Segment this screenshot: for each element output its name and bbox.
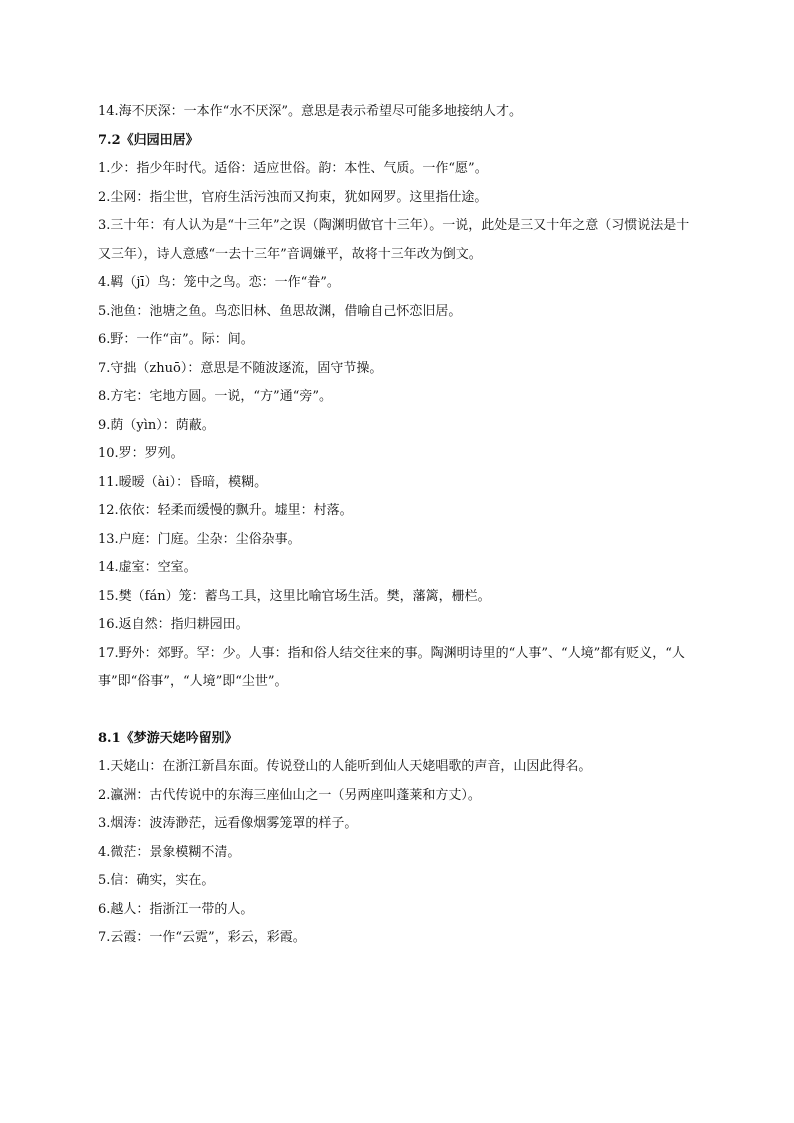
document-content (98, 98, 700, 953)
section-title-7-2: 7.2《归园田居》 (98, 132, 199, 148)
note-7-2-10: 10.罗：罗列。 (98, 446, 184, 461)
note-7-2-13: 13.户庭：门庭。尘杂：尘俗杂事。 (98, 531, 301, 547)
note-7-2-8: 8.方宅：宅地方圆。一说，“方”通“旁”。 (98, 389, 332, 404)
note-7-2-7: 7.守拙（zhuō）：意思是不随波逐流，固守节操。 (98, 360, 383, 376)
note-7-2-14: 14.虚室：空室。 (98, 560, 197, 575)
note-7-2-11: 11.暧暧（ài）：昏暗，模糊。 (98, 474, 268, 490)
note-8-1-7: 7.云霞：一作“云霓”，彩云，彩霞。 (98, 930, 306, 945)
note-7-2-6: 6.野：一作“亩”。际：间。 (98, 332, 254, 347)
note-7-2-9: 9.荫（yìn）：荫蔽。 (98, 417, 215, 433)
note-7-2-17: 17.野外：郊野。罕：少。人事：指和俗人结交往来的事。陶渊明诗里的“人事”、“人境”都有贬义，“人事”即“俗事”，“人境”即“尘世”。 (98, 645, 685, 689)
note-7-2-4: 4.羁（jī）鸟：笼中之鸟。恋：一作“眷”。 (98, 275, 340, 290)
note-7-2-16: 16.返自然：指归耕园田。 (98, 617, 249, 632)
section-spacer (98, 697, 700, 725)
note-7-2-3: 3.三十年：有人认为是“十三年”之误（陶渊明做官十三年）。一说，此处是三又十年之意（习惯说法是十又三年），诗人意感“一去十三年”音调嫌平，故将十三年改为倒文。 (98, 218, 690, 262)
note-8-1-6: 6.越人：指浙江一带的人。 (98, 901, 254, 917)
note-7-2-15: 15.樊（fán）笼：蓄鸟工具，这里比喻官场生活。樊，藩篱，栅栏。 (98, 588, 491, 604)
note-8-1-3: 3.烟涛：波涛渺茫，远看像烟雾笼罩的样子。 (98, 816, 358, 831)
note-8-1-5: 5.信：确实，实在。 (98, 873, 215, 888)
note-8-1-1: 1.天姥山：在浙江新昌东面。传说登山的人能听到仙人天姥唱歌的声音，山因此得名。 (98, 759, 592, 774)
note-7-2-12: 12.依依：轻柔而缓慢的飘升。墟里：村落。 (98, 503, 353, 518)
section-title-8-1: 8.1《梦游天姥吟留别》 (98, 730, 238, 746)
note-8-1-4: 4.微茫：景象模糊不清。 (98, 844, 241, 860)
note-7-2-5: 5.池鱼：池塘之鱼。鸟恋旧林、鱼思故渊，借喻自己怀恋旧居。 (98, 303, 462, 319)
note-8-1-2: 2.瀛洲：古代传说中的东海三座仙山之一（另两座叫蓬莱和方丈）。 (98, 787, 481, 803)
note-7-2-2: 2.尘网：指尘世，官府生活污浊而又拘束，犹如网罗。这里指仕途。 (98, 189, 488, 205)
note-7-2-1: 1.少：指少年时代。适俗：适应世俗。韵：本性、气质。一作“愿”。 (98, 161, 488, 176)
note-14-prev: 14.海不厌深：一本作“水不厌深”。意思是表示希望尽可能多地接纳人才。 (98, 104, 522, 119)
